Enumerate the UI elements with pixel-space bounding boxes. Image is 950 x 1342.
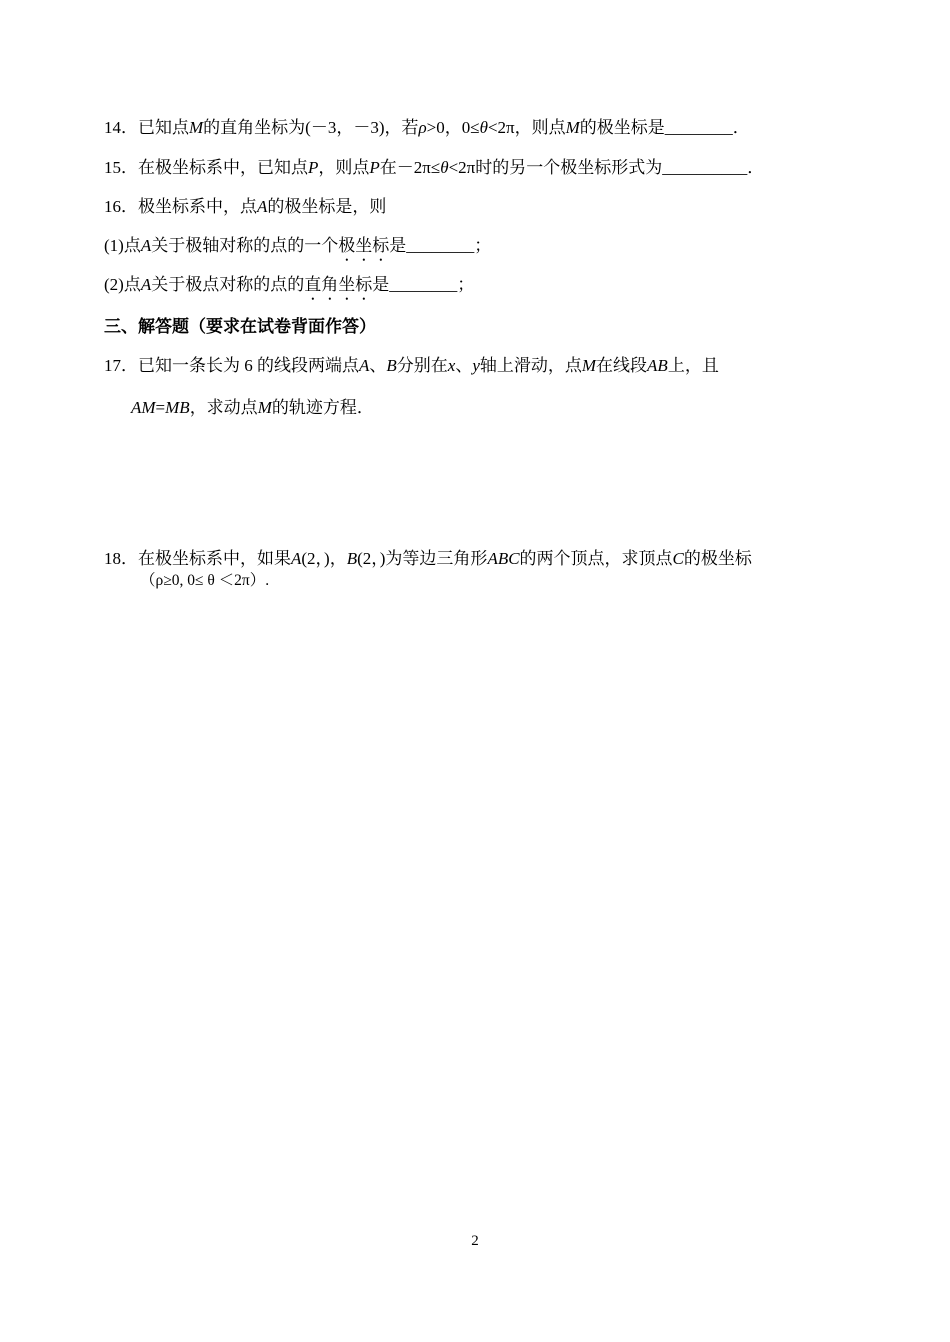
question-16: 16．极坐标系中，点A的极坐标是，则: [104, 197, 387, 216]
question-17-continued: AM=MB，求动点M的轨迹方程．: [131, 398, 374, 417]
question-18: 18．在极坐标系中，如果A(2，)，B(2，)为等边三角形ABC的两个顶点，求顶点C的极坐标: [104, 549, 752, 568]
emphasis-polar-coordinates: 极坐标: [338, 236, 390, 255]
question-14: 14．已知点M的直角坐标为(－3，－3)，若ρ>0，0≤θ<2π，则点M的极坐标是________．: [104, 118, 750, 137]
question-17: 17．已知一条长为 6 的线段两端点A、B分别在x、y轴上滑动，点M在线段AB上，且: [104, 356, 719, 375]
question-15: 15．在极坐标系中，已知点P，则点P在－2π≤θ<2π时的另一个极坐标形式为__________．: [104, 158, 765, 177]
question-16-part-1: (1)点A关于极轴对称的点的一个极坐标是________；: [104, 236, 492, 255]
page-number: 2: [471, 1233, 479, 1249]
question-18-continued: （ρ≥0, 0≤ θ ＜2π）.: [140, 572, 270, 589]
emphasis-cartesian-coordinates: 直角坐标: [304, 275, 373, 294]
section-heading: 三、解答题（要求在试卷背面作答）: [104, 317, 376, 336]
question-16-part-2: (2)点A关于极点对称的点的直角坐标是________；: [104, 275, 475, 294]
